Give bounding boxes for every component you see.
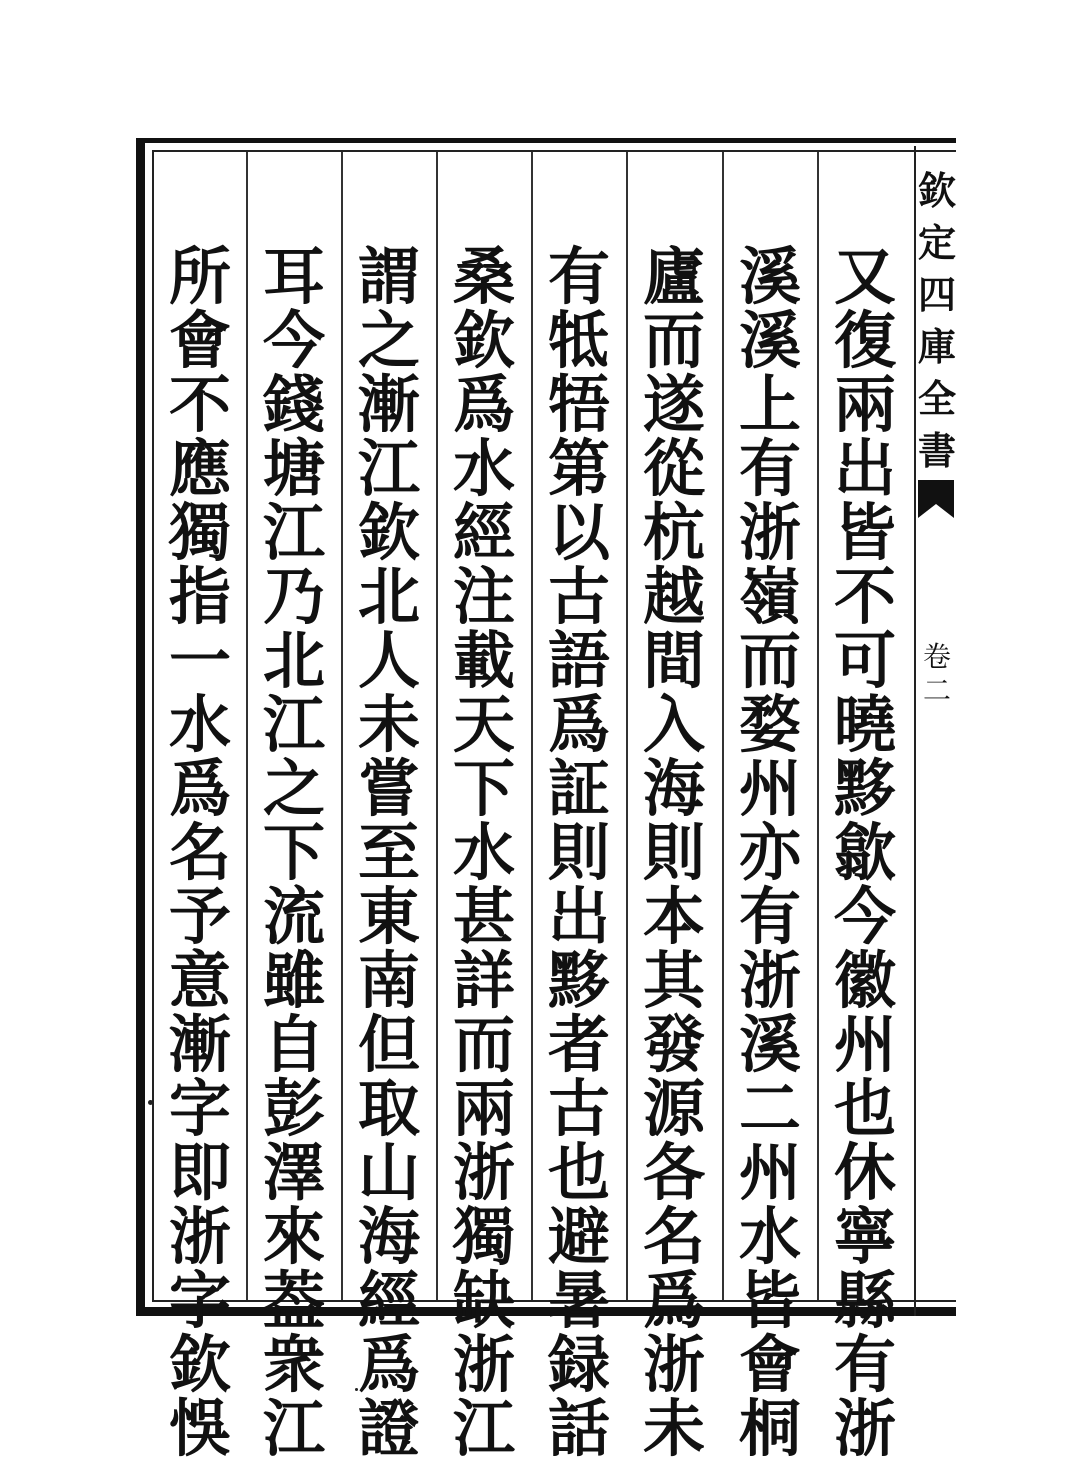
character: 浙 xyxy=(168,1200,231,1273)
character: 出 xyxy=(833,432,896,505)
character: 之 xyxy=(262,752,325,825)
column-divider xyxy=(531,152,533,1300)
character: 雖 xyxy=(262,944,325,1017)
character: 休 xyxy=(833,1136,896,1209)
character: 浙 xyxy=(833,1392,896,1465)
character: 北 xyxy=(262,624,325,697)
character: 則 xyxy=(547,816,610,889)
character: 今 xyxy=(262,304,325,377)
character: 皆 xyxy=(738,1264,801,1337)
column-divider xyxy=(246,152,248,1300)
character: 經 xyxy=(452,496,515,569)
character: 溪 xyxy=(738,1008,801,1081)
character: 取 xyxy=(357,1072,420,1145)
character: 婺 xyxy=(738,688,801,761)
text-column-4 xyxy=(537,240,621,1465)
character: 浙 xyxy=(452,1136,515,1209)
character: 爲 xyxy=(547,688,610,761)
character: 桑 xyxy=(452,240,515,313)
character: 下 xyxy=(262,816,325,889)
character: 源 xyxy=(642,1072,705,1145)
character: 今 xyxy=(833,880,896,953)
character: 有 xyxy=(547,240,610,313)
character: 葢 xyxy=(262,1264,325,1337)
character: 第 xyxy=(547,432,610,505)
character: 徽 xyxy=(833,944,896,1017)
character: 但 xyxy=(357,1008,420,1081)
text-column-6 xyxy=(347,240,431,1465)
text-column-3 xyxy=(632,240,716,1465)
character: 亦 xyxy=(738,816,801,889)
character: 嶺 xyxy=(738,560,801,633)
text-column-1 xyxy=(823,240,907,1465)
character: 者 xyxy=(547,1008,610,1081)
character: 載 xyxy=(452,624,515,697)
character: 而 xyxy=(452,1008,515,1081)
character: 即 xyxy=(168,1136,231,1209)
character: 發 xyxy=(642,1008,705,1081)
character: 江 xyxy=(262,688,325,761)
character: 至 xyxy=(357,816,420,889)
character: 話 xyxy=(547,1392,610,1465)
character: 衆 xyxy=(262,1328,325,1401)
character: 水 xyxy=(738,1200,801,1273)
character: 所 xyxy=(168,240,231,313)
character: 經 xyxy=(357,1264,420,1337)
text-column-8 xyxy=(158,240,242,1465)
character: 漸 xyxy=(168,1008,231,1081)
character: 注 xyxy=(452,560,515,633)
character: 不 xyxy=(833,560,896,633)
character: 也 xyxy=(547,1136,610,1209)
ink-speck xyxy=(355,1388,358,1391)
fishtail-mark-icon xyxy=(916,478,956,524)
character: 可 xyxy=(833,624,896,697)
character: 兩 xyxy=(833,368,896,441)
character: 爲 xyxy=(168,752,231,825)
character: 錢 xyxy=(262,368,325,441)
character: 寧 xyxy=(833,1200,896,1273)
character: 彭 xyxy=(262,1072,325,1145)
character: 海 xyxy=(357,1200,420,1273)
character: 江 xyxy=(357,432,420,505)
column-divider xyxy=(817,152,819,1300)
character: 欽 xyxy=(918,168,957,213)
character: 牴 xyxy=(547,304,610,377)
character: 州 xyxy=(738,1136,801,1209)
character: 二 xyxy=(922,674,951,707)
character: 歙 xyxy=(833,816,896,889)
character: 名 xyxy=(642,1200,705,1273)
character: 入 xyxy=(642,688,705,761)
character: 卷 xyxy=(922,640,951,673)
character: 缺 xyxy=(452,1264,515,1337)
character: 江 xyxy=(452,1392,515,1465)
column-divider xyxy=(722,152,724,1300)
character: 桐 xyxy=(738,1392,801,1465)
character: 會 xyxy=(738,1328,801,1401)
character: 悞 xyxy=(168,1392,231,1465)
character: 以 xyxy=(547,496,610,569)
character: 二 xyxy=(738,1072,801,1145)
character: 牾 xyxy=(547,368,610,441)
character: 皆 xyxy=(833,496,896,569)
character: 一 xyxy=(168,624,231,697)
character: 縣 xyxy=(833,1264,896,1337)
character: 越 xyxy=(642,560,705,633)
text-column-7 xyxy=(252,240,336,1465)
character: 不 xyxy=(168,368,231,441)
character: 江 xyxy=(262,496,325,569)
character: 而 xyxy=(642,304,705,377)
character: 南 xyxy=(357,944,420,1017)
character: 欽 xyxy=(168,1328,231,1401)
character: 來 xyxy=(262,1200,325,1273)
character: 會 xyxy=(168,304,231,377)
character: 復 xyxy=(833,304,896,377)
character: 庫 xyxy=(918,324,957,369)
character: 黟 xyxy=(833,752,896,825)
character: 避 xyxy=(547,1200,610,1273)
character: 江 xyxy=(262,1392,325,1465)
character: 州 xyxy=(738,752,801,825)
character: 出 xyxy=(547,880,610,953)
character: 指 xyxy=(168,560,231,633)
column-divider xyxy=(341,152,343,1300)
column-divider xyxy=(436,152,438,1300)
character: 古 xyxy=(547,560,610,633)
character: 浙 xyxy=(738,496,801,569)
character: 欽 xyxy=(357,496,420,569)
character: 從 xyxy=(642,432,705,505)
character: 而 xyxy=(738,624,801,697)
ink-speck xyxy=(148,1100,153,1105)
character: 未 xyxy=(642,1392,705,1465)
juan-number xyxy=(918,640,956,708)
character: 北 xyxy=(357,560,420,633)
character: 溪 xyxy=(738,304,801,377)
character: 流 xyxy=(262,880,325,953)
text-column-2 xyxy=(728,240,812,1465)
character: 天 xyxy=(452,688,515,761)
character: 本 xyxy=(642,880,705,953)
character: 水 xyxy=(168,688,231,761)
character: 定 xyxy=(918,220,957,265)
character: 意 xyxy=(168,944,231,1017)
character: 書 xyxy=(918,428,957,473)
character: 自 xyxy=(262,1008,325,1081)
character: 水 xyxy=(452,432,515,505)
character: 獨 xyxy=(168,496,231,569)
character: 下 xyxy=(452,752,515,825)
character: 名 xyxy=(168,816,231,889)
character: 上 xyxy=(738,368,801,441)
character: 之 xyxy=(357,304,420,377)
character: 語 xyxy=(547,624,610,697)
character: 人 xyxy=(357,624,420,697)
character: 浙 xyxy=(642,1328,705,1401)
character: 黟 xyxy=(547,944,610,1017)
character: 爲 xyxy=(357,1328,420,1401)
character: 東 xyxy=(357,880,420,953)
character: 字 xyxy=(168,1072,231,1145)
character: 嘗 xyxy=(357,752,420,825)
character: 則 xyxy=(642,816,705,889)
column-divider xyxy=(626,152,628,1300)
character: 爲 xyxy=(452,368,515,441)
character: 溪 xyxy=(738,240,801,313)
character: 又 xyxy=(833,240,896,313)
character: 塘 xyxy=(262,432,325,505)
character: 古 xyxy=(547,1072,610,1145)
book-title xyxy=(918,165,956,477)
character: 字 xyxy=(168,1264,231,1337)
character: 有 xyxy=(833,1328,896,1401)
character: 暑 xyxy=(547,1264,610,1337)
character: 漸 xyxy=(357,368,420,441)
character: 州 xyxy=(833,1008,896,1081)
character: 也 xyxy=(833,1072,896,1145)
character: 四 xyxy=(918,272,957,317)
character: 曉 xyxy=(833,688,896,761)
character: 其 xyxy=(642,944,705,1017)
character: 證 xyxy=(357,1392,420,1465)
character: 山 xyxy=(357,1136,420,1209)
character: 録 xyxy=(547,1328,610,1401)
character: 乃 xyxy=(262,560,325,633)
character: 爲 xyxy=(642,1264,705,1337)
character: 謂 xyxy=(357,240,420,313)
character: 耳 xyxy=(262,240,325,313)
character: 証 xyxy=(547,752,610,825)
text-column-5 xyxy=(442,240,526,1465)
character: 兩 xyxy=(452,1072,515,1145)
character: 詳 xyxy=(452,944,515,1017)
character: 水 xyxy=(452,816,515,889)
character: 予 xyxy=(168,880,231,953)
character: 間 xyxy=(642,624,705,697)
character: 各 xyxy=(642,1136,705,1209)
character: 浙 xyxy=(452,1328,515,1401)
character: 遂 xyxy=(642,368,705,441)
character: 獨 xyxy=(452,1200,515,1273)
character: 未 xyxy=(357,688,420,761)
character: 欽 xyxy=(452,304,515,377)
character: 有 xyxy=(738,880,801,953)
character: 浙 xyxy=(738,944,801,1017)
character: 海 xyxy=(642,752,705,825)
character: 全 xyxy=(918,376,957,421)
character: 澤 xyxy=(262,1136,325,1209)
character: 有 xyxy=(738,432,801,505)
character: 杭 xyxy=(642,496,705,569)
character: 廬 xyxy=(642,240,705,313)
character: 應 xyxy=(168,432,231,505)
character: 甚 xyxy=(452,880,515,953)
